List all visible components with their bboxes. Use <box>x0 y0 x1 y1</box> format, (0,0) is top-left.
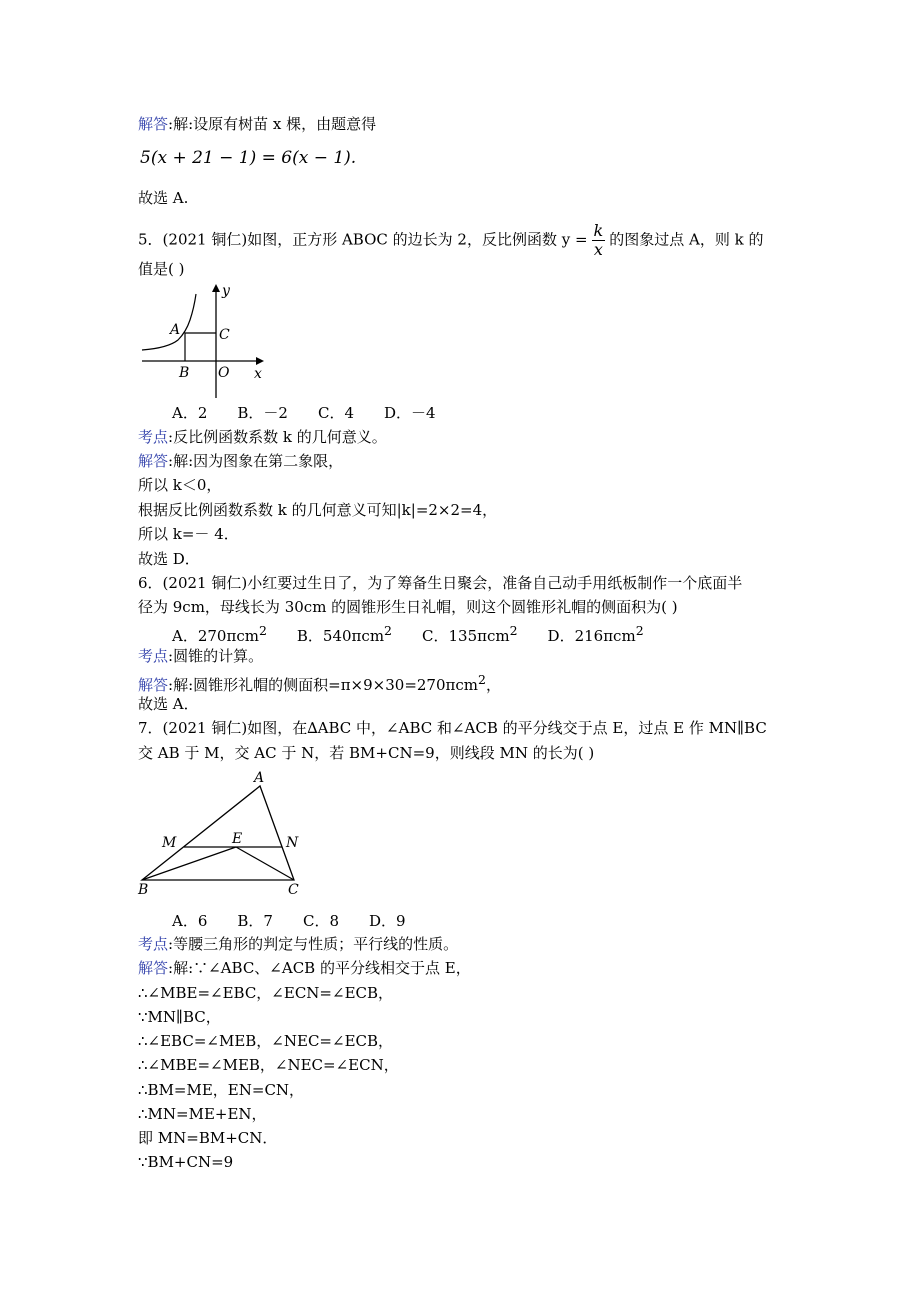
q6-option-a[interactable] <box>172 621 267 646</box>
fraction-denominator: x <box>593 240 603 259</box>
hyperbola-curve <box>142 294 196 350</box>
q7-answer-line2: ∴∠MBE=∠EBC，∠ECN=∠ECB， <box>138 984 394 1002</box>
q7-options <box>172 911 436 931</box>
q4-conclusion: 故选 A. <box>138 189 189 207</box>
q6-stem-line2: 径为 9cm，母线长为 30cm 的圆锥形生日礼帽，则这个圆锥形礼帽的侧面积为( ) <box>138 598 678 616</box>
q5-option-a[interactable]: A．2 <box>172 404 208 422</box>
q6-option-b[interactable] <box>297 621 392 646</box>
x-axis-arrow <box>256 357 264 365</box>
q7-answer-line3: ∵MN∥BC， <box>138 1008 221 1026</box>
segment-ec <box>236 847 294 880</box>
q5-option-b[interactable]: B．－2 <box>237 404 288 422</box>
point-tag: 考点 <box>138 428 169 446</box>
square-abox <box>185 333 216 361</box>
q7-answer-line9: ∵BM+CN=9 <box>138 1153 234 1171</box>
q6-options <box>172 621 674 646</box>
answer-tag: 解答 <box>138 676 169 694</box>
q5-answer-line3: 根据反比例函数系数 k 的几何意义可知|k|=2×2=4， <box>138 501 498 519</box>
q7-answer-line8: 即 MN=BM+CN． <box>138 1129 278 1147</box>
answer-end: ， <box>485 676 501 694</box>
q7-option-a[interactable]: A．6 <box>172 912 208 930</box>
label-a: A <box>254 770 265 786</box>
q5-figure <box>138 280 268 402</box>
q6-stem-line1: 6．(2021 铜仁)小红要过生日了，为了筹备生日聚会，准备自己动手用纸板制作一个底面半 <box>138 574 743 592</box>
answer-tag: 解答 <box>138 959 169 977</box>
label-y: y <box>222 283 230 299</box>
q5-answer-line4: 所以 k=－ 4． <box>138 525 239 543</box>
segment-be <box>142 847 236 880</box>
q7-answer-line6: ∴BM=ME，EN=CN， <box>138 1081 305 1099</box>
point-tag: 考点 <box>138 935 169 953</box>
label-b: B <box>179 365 190 381</box>
q4-equation: 5(x + 21 − 1) = 6(x − 1). <box>140 148 357 168</box>
q5-stem-before: 5．(2021 铜仁)如图，正方形 ABOC 的边长为 2，反比例函数 y = <box>138 230 588 249</box>
q5-option-c[interactable]: C．4 <box>317 404 354 422</box>
q6-answer-line <box>138 670 501 695</box>
q6-option-c-label: C．135πcm <box>422 627 510 645</box>
q5-point-line <box>138 427 387 447</box>
fraction-numerator: k <box>593 221 604 240</box>
q6-option-a-label: A．270πcm <box>172 627 259 645</box>
q5-answer-line5: 故选 D． <box>138 550 200 568</box>
point-text: :等腰三角形的判定与性质；平行线的性质。 <box>168 935 459 953</box>
q7-stem-line2: 交 AB 于 M，交 AC 于 N，若 BM+CN=9，则线段 MN 的长为( ) <box>138 744 595 762</box>
triangle-abc <box>142 786 294 880</box>
q7-answer-line4: ∴∠EBC=∠MEB，∠NEC=∠ECB， <box>138 1032 394 1050</box>
q6-option-b-sup: 2 <box>384 623 392 638</box>
label-m: M <box>162 835 177 851</box>
q5-option-d[interactable]: D．－4 <box>384 404 436 422</box>
q5-stem-line1 <box>138 222 763 259</box>
point-text: :圆锥的计算。 <box>168 647 264 665</box>
q7-option-c[interactable]: C．8 <box>302 912 339 930</box>
q6-option-d-sup: 2 <box>635 623 644 638</box>
q7-option-b[interactable]: B．7 <box>237 912 273 930</box>
answer-sup: 2 <box>478 672 486 687</box>
q5-options <box>172 403 466 423</box>
q7-answer-line7: ∴MN=ME+EN， <box>138 1105 267 1123</box>
q7-stem-line1: 7．(2021 铜仁)如图，在∆ABC 中，∠ABC 和∠ACB 的平分线交于点 E，过点 E 作 MN∥BC <box>138 719 767 737</box>
answer-text: :解:圆锥形礼帽的侧面积=π×9×30=270πcm <box>168 676 478 694</box>
q5-answer-line1 <box>138 451 343 471</box>
q7-figure <box>132 768 312 898</box>
q6-option-d-label: D．216πcm <box>547 627 636 645</box>
label-e: E <box>232 831 243 847</box>
label-x: x <box>254 366 262 382</box>
label-o: O <box>218 365 230 381</box>
q5-stem-line2: 值是( ) <box>138 260 185 278</box>
q7-point-line <box>138 934 458 954</box>
y-axis-arrow <box>212 284 220 292</box>
label-c: C <box>288 882 299 898</box>
answer-tag: 解答 <box>138 452 169 470</box>
q6-option-c-sup: 2 <box>509 623 518 638</box>
answer-tag: 解答 <box>138 115 169 133</box>
q4-answer-line <box>138 114 376 134</box>
label-b: B <box>138 882 149 898</box>
label-a: A <box>170 322 181 338</box>
q5-answer-line2: 所以 k＜0， <box>138 476 222 494</box>
q7-answer-line5: ∴∠MBE=∠MEB，∠NEC=∠ECN， <box>138 1056 399 1074</box>
q6-option-b-label: B．540πcm <box>296 627 385 645</box>
q6-option-a-sup: 2 <box>258 623 267 638</box>
answer-text: :解:设原有树苗 x 棵，由题意得 <box>168 115 377 133</box>
q6-point-line <box>138 646 263 666</box>
label-c: C <box>219 327 230 343</box>
q5-fraction <box>592 222 606 259</box>
q7-answer-line1 <box>138 958 471 978</box>
q6-option-d[interactable] <box>548 621 644 646</box>
q7-option-d[interactable]: D．9 <box>369 912 406 930</box>
q6-conclusion: 故选 A． <box>138 695 199 713</box>
answer-text: :解:因为图象在第二象限， <box>168 452 344 470</box>
answer-text: :解:∵∠ABC、∠ACB 的平分线相交于点 E， <box>168 959 471 977</box>
point-text: :反比例函数系数 k 的几何意义。 <box>168 428 387 446</box>
label-n: N <box>286 835 299 851</box>
q5-stem-after: 的图象过点 A，则 k 的 <box>609 230 764 249</box>
point-tag: 考点 <box>138 647 169 665</box>
q6-option-c[interactable] <box>422 621 518 646</box>
